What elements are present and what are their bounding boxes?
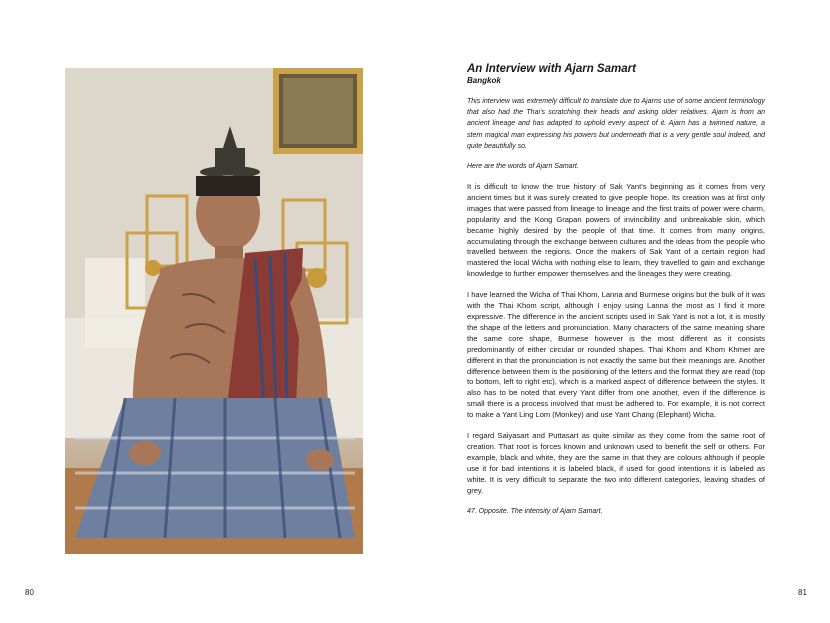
article-paragraph-2: I have learned the Wicha of Thai Khom, Lanna and Burmese origins but the bulk of it was with the Thai Khom script, although I enjoy using Lanna the most as I find it more expressive. The difference in the ancient scripts used in Sak Yant is not a lot, it is mostly the shape of the letters and pronunciation. Many characters of the same meaning share the same core shape, Burmese however is the most different as it consists predominantly of either circular or rounded shapes. Thai Khom and Khom Khmer are different in that the pronunciation is not exactly the same but their meanings are. Another difference between them is the positioning of the letters and the format they are read (top to bottom, left to right etc), which is a marked aspect of difference between the styles. It also has to be noted that every Yant differ from one another, even if the difference is small there is a process involved that must be adhered to. For example, it is not correct to make a Yant Ling Lom (Monkey) and use Yant Chang (Elephant) Wicha. [467, 290, 765, 420]
article-intro: This interview was extremely difficult to translate due to Ajarns use of some ancient terminology that also had the Thai’s scratching their heads and asking older relatives. Ajarn is from an ancient lineage and has adapted to uphold every aspect of it. Ajarn has a twinned nature, a stern magical man expressing his powers but underneath that is a very gentle soul indeed, and quite beautifully so. [467, 98, 765, 150]
photo-caption: 47. Opposite. The intensity of Ajarn Samart. [467, 508, 603, 516]
portrait-photo [65, 68, 363, 554]
article-title: An Interview with Ajarn Samart [467, 63, 636, 75]
article-paragraph-3: I regard Saiyasart and Puttasart as quite similar as they come from the same root of creation. That root is forces known and unknown used to benefit the self or others. For example, black and white, they are the same in that they are colours although if people use it for bad intentions it is labeled black, if used for good intentions it is labeled as white. It is very difficult to separate the two into different categories, leaving shades of grey. [467, 431, 765, 495]
article-location: Bangkok [467, 76, 501, 85]
page-number-right: 81 [798, 588, 807, 597]
article-column [467, 62, 765, 517]
portrait-illustration [65, 68, 363, 554]
article-paragraph-1: It is difficult to know the true history of Sak Yant’s beginning as it comes from very ancient times but it was surely created to give people hope. Its creation was at first only images that were passed from lineage to lineage and the first traits of power were charm, popularity and the Kong Grapan powers of invincibility and unbreakable skin, which became highly desired by the people of that time. It comes from many origins, accumulating through the exchange between cultures and the ideas from the people who travelled between the regions. Once the makers of Sak Yant of a certain region had mastered the local Wicha with nothing else to learn, they travelled to gain and exchange knowledge to further empower themselves and the lineages they were creating. [467, 182, 765, 279]
article-lead-in: Here are the words of Ajarn Samart. [467, 163, 579, 171]
page-number-left: 80 [25, 588, 34, 597]
